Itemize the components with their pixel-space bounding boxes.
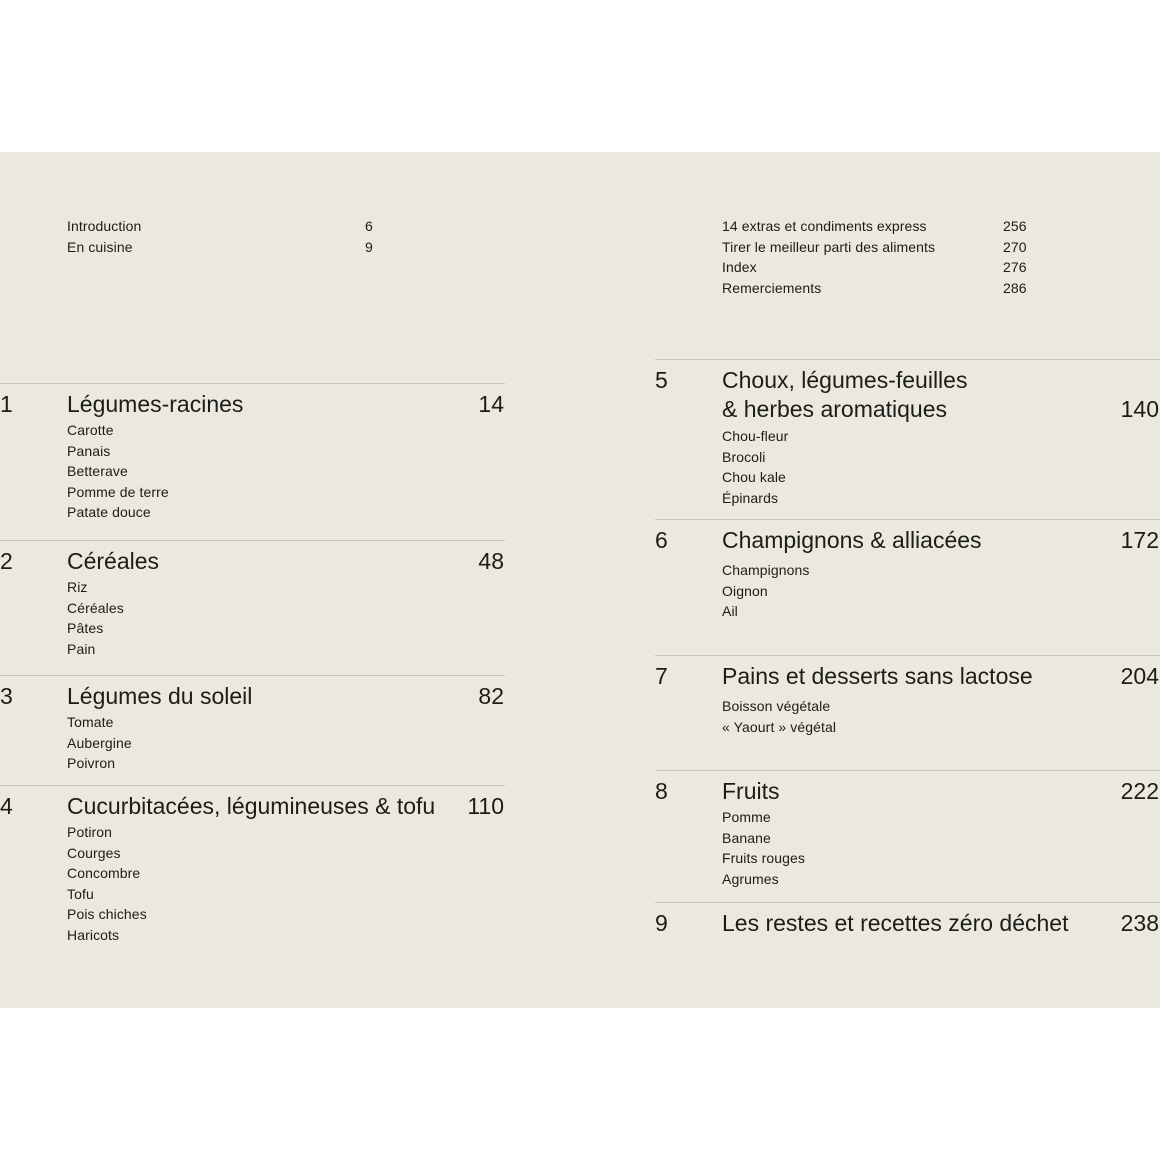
chapter-item: Poivron: [67, 755, 116, 772]
chapter-title: Fruits: [722, 778, 780, 804]
chapter-2[interactable]: [0, 540, 505, 657]
chapter-items: [722, 426, 788, 508]
chapter-item: Tomate: [67, 714, 114, 730]
chapter-item: « Yaourt » végétal: [722, 718, 837, 735]
chapter-item: Chou kale: [722, 469, 786, 486]
chapter-title-line-1: Choux, légumes-feuilles: [722, 367, 968, 393]
chapter-items: [67, 420, 169, 523]
chapter-item: Courges: [67, 844, 121, 861]
chapter-5[interactable]: [655, 359, 1160, 506]
entry-page: 286: [1003, 279, 1027, 296]
chapter-item: Aubergine: [67, 734, 132, 751]
chapter-item: Pâtes: [67, 620, 104, 637]
chapter-item: Pois chiches: [67, 906, 147, 923]
chapter-item: Pain: [67, 640, 96, 657]
chapter-number: 9: [655, 910, 668, 936]
chapter-title: Champignons & alliacées: [722, 527, 982, 553]
back-matter-list: [722, 216, 1042, 298]
chapter-item: Banane: [722, 829, 771, 846]
chapter-page: 222: [1120, 778, 1159, 804]
chapter-page: 14: [478, 391, 504, 417]
chapter-3[interactable]: [0, 675, 505, 772]
book-spread: [0, 152, 1160, 1008]
chapter-title: Cucurbitacées, légumineuses & tofu: [67, 793, 436, 819]
chapter-title: Céréales: [67, 548, 160, 574]
chapter-9[interactable]: [655, 902, 1160, 936]
back-matter-entry[interactable]: [722, 278, 1042, 299]
entry-label: 14 extras et condiments express: [722, 218, 927, 234]
chapter-item: Potiron: [67, 824, 113, 840]
chapter-number: 6: [655, 527, 668, 553]
chapter-item: Pomme: [722, 809, 771, 825]
chapter-item: Céréales: [67, 599, 124, 616]
chapter-item: Fruits rouges: [722, 850, 805, 867]
chapter-item: Chou-fleur: [722, 428, 789, 444]
chapter-item: Patate douce: [67, 504, 151, 521]
chapter-item: Betterave: [67, 463, 128, 480]
chapter-item: Haricots: [67, 926, 120, 943]
chapter-item: Oignon: [722, 582, 768, 599]
entry-page: 6: [365, 218, 373, 234]
chapter-page: 48: [478, 548, 504, 574]
chapter-items: [722, 807, 805, 889]
entry-label: Tirer le meilleur parti des aliments: [722, 238, 936, 255]
chapter-7[interactable]: [655, 655, 1160, 735]
chapter-title-line-2: & herbes aromatiques: [722, 396, 948, 422]
chapter-item: Brocoli: [722, 448, 766, 465]
chapter-page: 204: [1120, 663, 1159, 689]
chapter-item: Concombre: [67, 865, 141, 882]
chapter-item: Épinards: [722, 489, 779, 506]
chapter-item: Ail: [722, 603, 738, 620]
chapter-page: 110: [467, 793, 504, 819]
back-matter-entry[interactable]: [722, 216, 1042, 237]
chapter-page: 172: [1120, 527, 1159, 553]
entry-page: 276: [1003, 259, 1027, 276]
back-matter-entry[interactable]: [722, 257, 1042, 278]
chapter-title: Légumes-racines: [67, 391, 244, 417]
chapter-items: [722, 696, 836, 737]
chapter-item: Pomme de terre: [67, 483, 169, 500]
entry-label: Remerciements: [722, 279, 822, 296]
chapter-item: Panais: [67, 442, 111, 459]
chapter-title: Les restes et recettes zéro déchet: [722, 910, 1069, 936]
entry-page: 256: [1003, 218, 1027, 234]
chapter-item: Agrumes: [722, 870, 779, 887]
chapter-item: Riz: [67, 579, 88, 595]
entry-page: 270: [1003, 238, 1027, 255]
chapter-number: 4: [0, 793, 13, 819]
chapter-item: Carotte: [67, 422, 114, 438]
chapter-1[interactable]: [0, 383, 505, 521]
entry-label: Introduction: [67, 218, 142, 234]
chapter-items: [67, 712, 132, 774]
chapter-title: Pains et desserts sans lactose: [722, 663, 1033, 689]
chapter-items: [722, 560, 810, 622]
chapter-number: 1: [0, 391, 13, 417]
chapter-page: 238: [1120, 910, 1159, 936]
chapter-page: 140: [1120, 396, 1159, 422]
chapter-number: 3: [0, 683, 13, 709]
chapter-number: 8: [655, 778, 668, 804]
chapter-items: [67, 822, 147, 946]
chapter-number: 2: [0, 548, 13, 574]
chapter-items: [67, 577, 124, 659]
entry-label: En cuisine: [67, 238, 133, 255]
front-matter-list: [67, 216, 387, 257]
chapter-6[interactable]: [655, 519, 1160, 620]
front-matter-entry[interactable]: [67, 216, 387, 237]
chapter-item: Boisson végétale: [722, 698, 831, 714]
back-matter-entry[interactable]: [722, 237, 1042, 258]
chapter-8[interactable]: [655, 770, 1160, 887]
entry-label: Index: [722, 259, 757, 276]
chapter-number: 5: [655, 367, 668, 393]
chapter-page: 82: [478, 683, 504, 709]
chapter-item: Champignons: [722, 562, 810, 578]
chapter-number: 7: [655, 663, 668, 689]
chapter-item: Tofu: [67, 885, 94, 902]
chapter-4[interactable]: [0, 785, 505, 943]
chapter-title: Légumes du soleil: [67, 683, 253, 709]
front-matter-entry[interactable]: [67, 237, 387, 258]
entry-page: 9: [365, 238, 373, 255]
